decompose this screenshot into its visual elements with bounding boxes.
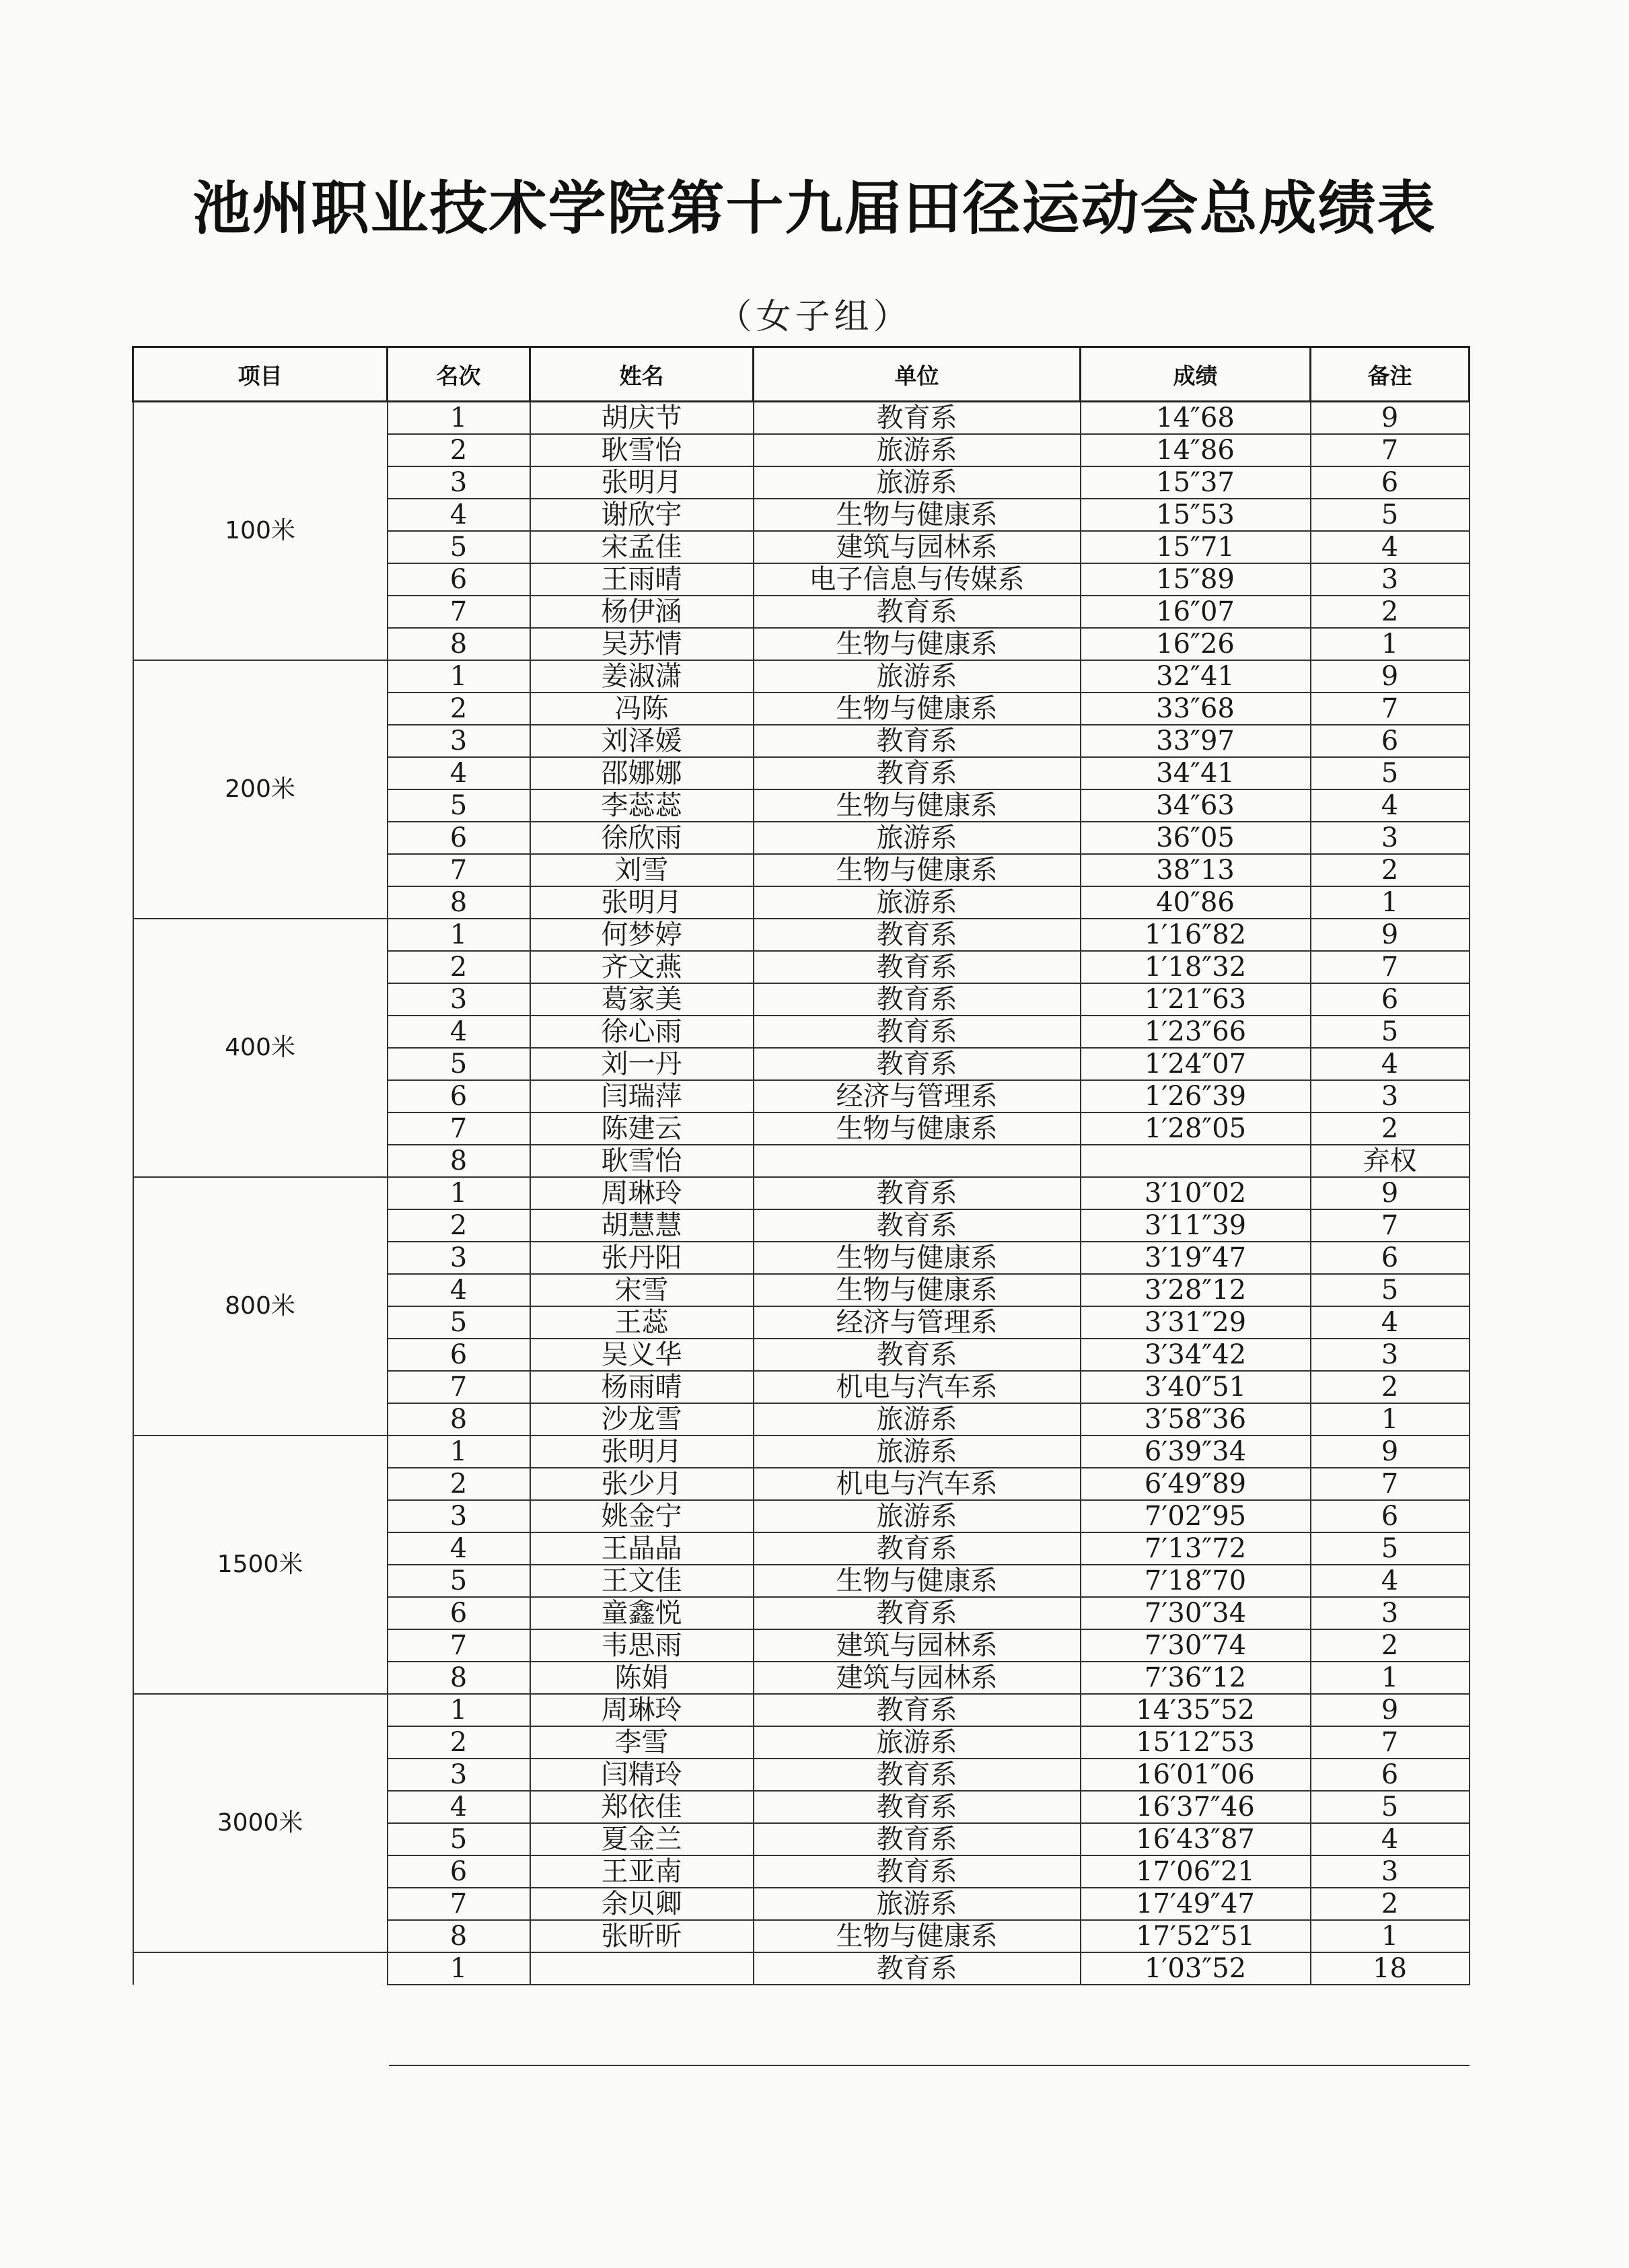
unit-cell: 教育系: [754, 1532, 1081, 1565]
unit-cell: 建筑与园林系: [754, 1662, 1081, 1694]
rank-cell: 8: [388, 1662, 530, 1694]
note-cell: 4: [1311, 1565, 1470, 1597]
rank-cell: 4: [388, 499, 530, 531]
rank-cell: 5: [388, 1048, 530, 1080]
note-cell: 5: [1311, 1016, 1470, 1048]
results-body: [133, 402, 1470, 1985]
result-cell: 15″71: [1081, 531, 1311, 563]
result-cell: 7′18″70: [1081, 1565, 1311, 1597]
result-cell: 16′01″06: [1081, 1759, 1311, 1791]
unit-cell: 建筑与园林系: [754, 1629, 1081, 1662]
result-cell: 7′30″74: [1081, 1629, 1311, 1662]
result-cell: 3′10″02: [1081, 1177, 1311, 1209]
result-cell: 3′31″29: [1081, 1306, 1311, 1339]
result-cell: 14″86: [1081, 434, 1311, 466]
unit-cell: 教育系: [754, 402, 1081, 435]
athlete-name-cell: 张明月: [530, 1436, 754, 1468]
athlete-name-cell: 夏金兰: [530, 1823, 754, 1855]
note-cell: 1: [1311, 628, 1470, 660]
unit-cell: 生物与健康系: [754, 499, 1081, 531]
athlete-name-cell: 何梦婷: [530, 919, 754, 951]
unit-cell: 教育系: [754, 1823, 1081, 1855]
note-cell: 7: [1311, 1726, 1470, 1759]
athlete-name-cell: 陈建云: [530, 1112, 754, 1145]
athlete-name-cell: 张少月: [530, 1468, 754, 1500]
event-cell: 1500米: [133, 1436, 388, 1694]
note-cell: 2: [1311, 1888, 1470, 1920]
athlete-name-cell: 张昕昕: [530, 1920, 754, 1952]
unit-cell: 旅游系: [754, 660, 1081, 693]
note-cell: 2: [1311, 1629, 1470, 1662]
note-cell: 5: [1311, 1274, 1470, 1306]
result-cell: 6′49″89: [1081, 1468, 1311, 1500]
unit-cell: 生物与健康系: [754, 1920, 1081, 1952]
note-cell: 弃权: [1311, 1145, 1470, 1177]
athlete-name-cell: 耿雪怡: [530, 434, 754, 466]
unit-cell: 生物与健康系: [754, 1242, 1081, 1274]
note-cell: 4: [1311, 789, 1470, 822]
note-cell: 3: [1311, 822, 1470, 854]
result-cell: 3′11″39: [1081, 1209, 1311, 1242]
athlete-name-cell: 沙龙雪: [530, 1403, 754, 1436]
header-result: 成绩: [1081, 347, 1311, 402]
athlete-name-cell: 周琳玲: [530, 1177, 754, 1209]
header-rank: 名次: [388, 347, 530, 402]
result-cell: 1′21″63: [1081, 983, 1311, 1016]
result-cell: 40″86: [1081, 886, 1311, 919]
note-cell: 2: [1311, 1371, 1470, 1403]
result-cell: 32″41: [1081, 660, 1311, 693]
header-note: 备注: [1311, 347, 1470, 402]
result-cell: 7′02″95: [1081, 1500, 1311, 1532]
rank-cell: 1: [388, 1694, 530, 1726]
note-cell: 1: [1311, 1920, 1470, 1952]
note-cell: 2: [1311, 1112, 1470, 1145]
rank-cell: 6: [388, 1597, 530, 1629]
athlete-name-cell: 葛家美: [530, 983, 754, 1016]
unit-cell: 教育系: [754, 1759, 1081, 1791]
rank-cell: 8: [388, 1403, 530, 1436]
rank-cell: 1: [388, 1177, 530, 1209]
event-cell: 800米: [133, 1177, 388, 1436]
note-cell: 9: [1311, 660, 1470, 693]
rank-cell: 1: [388, 1952, 530, 1985]
unit-cell: 教育系: [754, 1597, 1081, 1629]
header-unit: 单位: [754, 347, 1081, 402]
athlete-name-cell: 邵娜娜: [530, 757, 754, 789]
athlete-name-cell: 王晶晶: [530, 1532, 754, 1565]
rank-cell: 1: [388, 1436, 530, 1468]
athlete-name-cell: 余贝卿: [530, 1888, 754, 1920]
note-cell: 1: [1311, 1662, 1470, 1694]
rank-cell: 7: [388, 1371, 530, 1403]
note-cell: 3: [1311, 563, 1470, 596]
header-name: 姓名: [530, 347, 754, 402]
athlete-name-cell: 耿雪怡: [530, 1145, 754, 1177]
athlete-name-cell: 宋雪: [530, 1274, 754, 1306]
note-cell: 4: [1311, 1306, 1470, 1339]
athlete-name-cell: 胡慧慧: [530, 1209, 754, 1242]
athlete-name-cell: 冯陈: [530, 693, 754, 725]
note-cell: 6: [1311, 983, 1470, 1016]
unit-cell: 经济与管理系: [754, 1306, 1081, 1339]
result-cell: 1′28″05: [1081, 1112, 1311, 1145]
unit-cell: 旅游系: [754, 822, 1081, 854]
unit-cell: 经济与管理系: [754, 1080, 1081, 1112]
unit-cell: 生物与健康系: [754, 628, 1081, 660]
result-cell: 1′26″39: [1081, 1080, 1311, 1112]
rank-cell: 6: [388, 1339, 530, 1371]
unit-cell: 旅游系: [754, 1500, 1081, 1532]
note-cell: 3: [1311, 1339, 1470, 1371]
event-cell: 200米: [133, 660, 388, 919]
note-cell: 18: [1311, 1952, 1470, 1985]
result-cell: 3′28″12: [1081, 1274, 1311, 1306]
note-cell: 7: [1311, 434, 1470, 466]
unit-cell: 生物与健康系: [754, 1565, 1081, 1597]
athlete-name-cell: 童鑫悦: [530, 1597, 754, 1629]
rank-cell: 4: [388, 1016, 530, 1048]
unit-cell: 教育系: [754, 596, 1081, 628]
athlete-name-cell: 杨雨晴: [530, 1371, 754, 1403]
note-cell: 9: [1311, 1436, 1470, 1468]
note-cell: 5: [1311, 757, 1470, 789]
rank-cell: 7: [388, 1629, 530, 1662]
athlete-name-cell: 王蕊: [530, 1306, 754, 1339]
athlete-name-cell: 李蕊蕊: [530, 789, 754, 822]
unit-cell: 教育系: [754, 1209, 1081, 1242]
unit-cell: 旅游系: [754, 1888, 1081, 1920]
rank-cell: 8: [388, 1920, 530, 1952]
rank-cell: 7: [388, 1112, 530, 1145]
result-cell: 1′18″32: [1081, 951, 1311, 983]
rank-cell: 4: [388, 757, 530, 789]
rank-cell: 2: [388, 693, 530, 725]
result-cell: 1′16″82: [1081, 919, 1311, 951]
note-cell: 4: [1311, 1823, 1470, 1855]
athlete-name-cell: 闫精玲: [530, 1759, 754, 1791]
result-cell: [1081, 1145, 1311, 1177]
unit-cell: 教育系: [754, 951, 1081, 983]
result-cell: 14′35″52: [1081, 1694, 1311, 1726]
unit-cell: 教育系: [754, 1339, 1081, 1371]
note-cell: 9: [1311, 1177, 1470, 1209]
rank-cell: 2: [388, 951, 530, 983]
rank-cell: 8: [388, 886, 530, 919]
rank-cell: 5: [388, 531, 530, 563]
note-cell: 1: [1311, 1403, 1470, 1436]
note-cell: 5: [1311, 1532, 1470, 1565]
result-cell: 36″05: [1081, 822, 1311, 854]
event-cell: 400米: [133, 919, 388, 1177]
rank-cell: 1: [388, 402, 530, 435]
unit-cell: 教育系: [754, 1016, 1081, 1048]
unit-cell: 生物与健康系: [754, 1274, 1081, 1306]
rank-cell: 2: [388, 1209, 530, 1242]
athlete-name-cell: 王亚南: [530, 1855, 754, 1888]
results-table: [132, 346, 1470, 1985]
rank-cell: 2: [388, 1726, 530, 1759]
athlete-name-cell: 胡庆节: [530, 402, 754, 435]
result-cell: 15″89: [1081, 563, 1311, 596]
result-cell: 17′52″51: [1081, 1920, 1311, 1952]
result-cell: 16′43″87: [1081, 1823, 1311, 1855]
unit-cell: 教育系: [754, 1177, 1081, 1209]
unit-cell: 教育系: [754, 1855, 1081, 1888]
note-cell: 9: [1311, 1694, 1470, 1726]
event-cell: [133, 1952, 388, 1985]
table-row: [133, 1952, 1470, 1985]
athlete-name-cell: 刘泽媛: [530, 725, 754, 757]
table-row: [133, 660, 1470, 693]
note-cell: 7: [1311, 951, 1470, 983]
athlete-name-cell: 张明月: [530, 886, 754, 919]
rank-cell: 1: [388, 660, 530, 693]
result-cell: 6′39″34: [1081, 1436, 1311, 1468]
athlete-name-cell: 杨伊涵: [530, 596, 754, 628]
result-cell: 16′37″46: [1081, 1791, 1311, 1823]
athlete-name-cell: 吴义华: [530, 1339, 754, 1371]
athlete-name-cell: 王雨晴: [530, 563, 754, 596]
result-cell: 7′13″72: [1081, 1532, 1311, 1565]
table-row: [133, 402, 1470, 435]
athlete-name-cell: 陈娟: [530, 1662, 754, 1694]
page-subtitle: （女子组）: [717, 297, 912, 337]
result-cell: 3′58″36: [1081, 1403, 1311, 1436]
result-cell: 15′12″53: [1081, 1726, 1311, 1759]
rank-cell: 3: [388, 1759, 530, 1791]
result-cell: 17′49″47: [1081, 1888, 1311, 1920]
athlete-name-cell: 齐文燕: [530, 951, 754, 983]
rank-cell: 3: [388, 983, 530, 1016]
rank-cell: 2: [388, 434, 530, 466]
rank-cell: 3: [388, 1500, 530, 1532]
athlete-name-cell: 张丹阳: [530, 1242, 754, 1274]
note-cell: 3: [1311, 1597, 1470, 1629]
unit-cell: 旅游系: [754, 886, 1081, 919]
unit-cell: 机电与汽车系: [754, 1468, 1081, 1500]
athlete-name-cell: 张明月: [530, 466, 754, 499]
athlete-name-cell: 闫瑞萍: [530, 1080, 754, 1112]
athlete-name-cell: 王文佳: [530, 1565, 754, 1597]
unit-cell: 电子信息与传媒系: [754, 563, 1081, 596]
note-cell: 5: [1311, 1791, 1470, 1823]
result-cell: 14″68: [1081, 402, 1311, 435]
event-cell: 100米: [133, 402, 388, 661]
unit-cell: 教育系: [754, 1791, 1081, 1823]
athlete-name-cell: 宋孟佳: [530, 531, 754, 563]
note-cell: 7: [1311, 1209, 1470, 1242]
rank-cell: 8: [388, 1145, 530, 1177]
note-cell: 9: [1311, 402, 1470, 435]
rank-cell: 5: [388, 1306, 530, 1339]
unit-cell: 旅游系: [754, 434, 1081, 466]
note-cell: 7: [1311, 693, 1470, 725]
table-bottom-edge: [389, 2065, 1470, 2066]
athlete-name-cell: 姚金宁: [530, 1500, 754, 1532]
note-cell: 6: [1311, 1500, 1470, 1532]
result-cell: 3′34″42: [1081, 1339, 1311, 1371]
result-cell: 7′36″12: [1081, 1662, 1311, 1694]
rank-cell: 6: [388, 822, 530, 854]
unit-cell: 旅游系: [754, 466, 1081, 499]
unit-cell: 教育系: [754, 757, 1081, 789]
note-cell: 4: [1311, 1048, 1470, 1080]
note-cell: 4: [1311, 531, 1470, 563]
rank-cell: 7: [388, 1888, 530, 1920]
note-cell: 2: [1311, 596, 1470, 628]
rank-cell: 7: [388, 596, 530, 628]
page-title: 池州职业技术学院第十九届田径运动会总成绩表: [192, 175, 1437, 242]
rank-cell: 4: [388, 1791, 530, 1823]
event-cell: 3000米: [133, 1694, 388, 1952]
unit-cell: 生物与健康系: [754, 854, 1081, 886]
unit-cell: 建筑与园林系: [754, 531, 1081, 563]
athlete-name-cell: 徐欣雨: [530, 822, 754, 854]
unit-cell: 生物与健康系: [754, 789, 1081, 822]
athlete-name-cell: 谢欣宇: [530, 499, 754, 531]
result-cell: 34″41: [1081, 757, 1311, 789]
rank-cell: 3: [388, 725, 530, 757]
note-cell: 2: [1311, 854, 1470, 886]
result-cell: 17′06″21: [1081, 1855, 1311, 1888]
note-cell: 3: [1311, 1080, 1470, 1112]
unit-cell: 教育系: [754, 1048, 1081, 1080]
result-cell: 38″13: [1081, 854, 1311, 886]
table-row: [133, 1177, 1470, 1209]
unit-cell: 生物与健康系: [754, 693, 1081, 725]
result-cell: 16″07: [1081, 596, 1311, 628]
athlete-name-cell: 李雪: [530, 1726, 754, 1759]
athlete-name-cell: 刘雪: [530, 854, 754, 886]
rank-cell: 3: [388, 466, 530, 499]
result-cell: 1′03″52: [1081, 1952, 1311, 1985]
rank-cell: 5: [388, 1565, 530, 1597]
result-cell: 3′40″51: [1081, 1371, 1311, 1403]
result-cell: 1′24″07: [1081, 1048, 1311, 1080]
athlete-name-cell: 韦思雨: [530, 1629, 754, 1662]
rank-cell: 6: [388, 563, 530, 596]
note-cell: 6: [1311, 1759, 1470, 1791]
athlete-name-cell: 郑依佳: [530, 1791, 754, 1823]
unit-cell: 生物与健康系: [754, 1112, 1081, 1145]
unit-cell: [754, 1145, 1081, 1177]
rank-cell: 2: [388, 1468, 530, 1500]
unit-cell: 旅游系: [754, 1403, 1081, 1436]
unit-cell: 旅游系: [754, 1726, 1081, 1759]
athlete-name-cell: 吴苏情: [530, 628, 754, 660]
rank-cell: 6: [388, 1080, 530, 1112]
unit-cell: 教育系: [754, 1694, 1081, 1726]
athlete-name-cell: 刘一丹: [530, 1048, 754, 1080]
unit-cell: 旅游系: [754, 1436, 1081, 1468]
result-cell: 7′30″34: [1081, 1597, 1311, 1629]
rank-cell: 4: [388, 1532, 530, 1565]
result-cell: 16″26: [1081, 628, 1311, 660]
rank-cell: 3: [388, 1242, 530, 1274]
athlete-name-cell: [530, 1952, 754, 1985]
result-cell: 1′23″66: [1081, 1016, 1311, 1048]
rank-cell: 5: [388, 1823, 530, 1855]
rank-cell: 7: [388, 854, 530, 886]
note-cell: 5: [1311, 499, 1470, 531]
rank-cell: 4: [388, 1274, 530, 1306]
header-event: 项目: [133, 347, 388, 402]
note-cell: 1: [1311, 886, 1470, 919]
header-row: [133, 347, 1470, 402]
athlete-name-cell: 周琳玲: [530, 1694, 754, 1726]
rank-cell: 6: [388, 1855, 530, 1888]
note-cell: 6: [1311, 466, 1470, 499]
result-cell: 15″37: [1081, 466, 1311, 499]
table-row: [133, 919, 1470, 951]
note-cell: 6: [1311, 725, 1470, 757]
unit-cell: 机电与汽车系: [754, 1371, 1081, 1403]
table-row: [133, 1694, 1470, 1726]
result-cell: 33″68: [1081, 693, 1311, 725]
note-cell: 7: [1311, 1468, 1470, 1500]
note-cell: 9: [1311, 919, 1470, 951]
result-cell: 34″63: [1081, 789, 1311, 822]
result-cell: 3′19″47: [1081, 1242, 1311, 1274]
unit-cell: 教育系: [754, 919, 1081, 951]
unit-cell: 教育系: [754, 983, 1081, 1016]
note-cell: 3: [1311, 1855, 1470, 1888]
note-cell: 6: [1311, 1242, 1470, 1274]
athlete-name-cell: 徐心雨: [530, 1016, 754, 1048]
result-cell: 15″53: [1081, 499, 1311, 531]
athlete-name-cell: 姜淑潇: [530, 660, 754, 693]
result-cell: 33″97: [1081, 725, 1311, 757]
unit-cell: 教育系: [754, 725, 1081, 757]
rank-cell: 5: [388, 789, 530, 822]
table-row: [133, 1436, 1470, 1468]
unit-cell: 教育系: [754, 1952, 1081, 1985]
rank-cell: 1: [388, 919, 530, 951]
rank-cell: 8: [388, 628, 530, 660]
